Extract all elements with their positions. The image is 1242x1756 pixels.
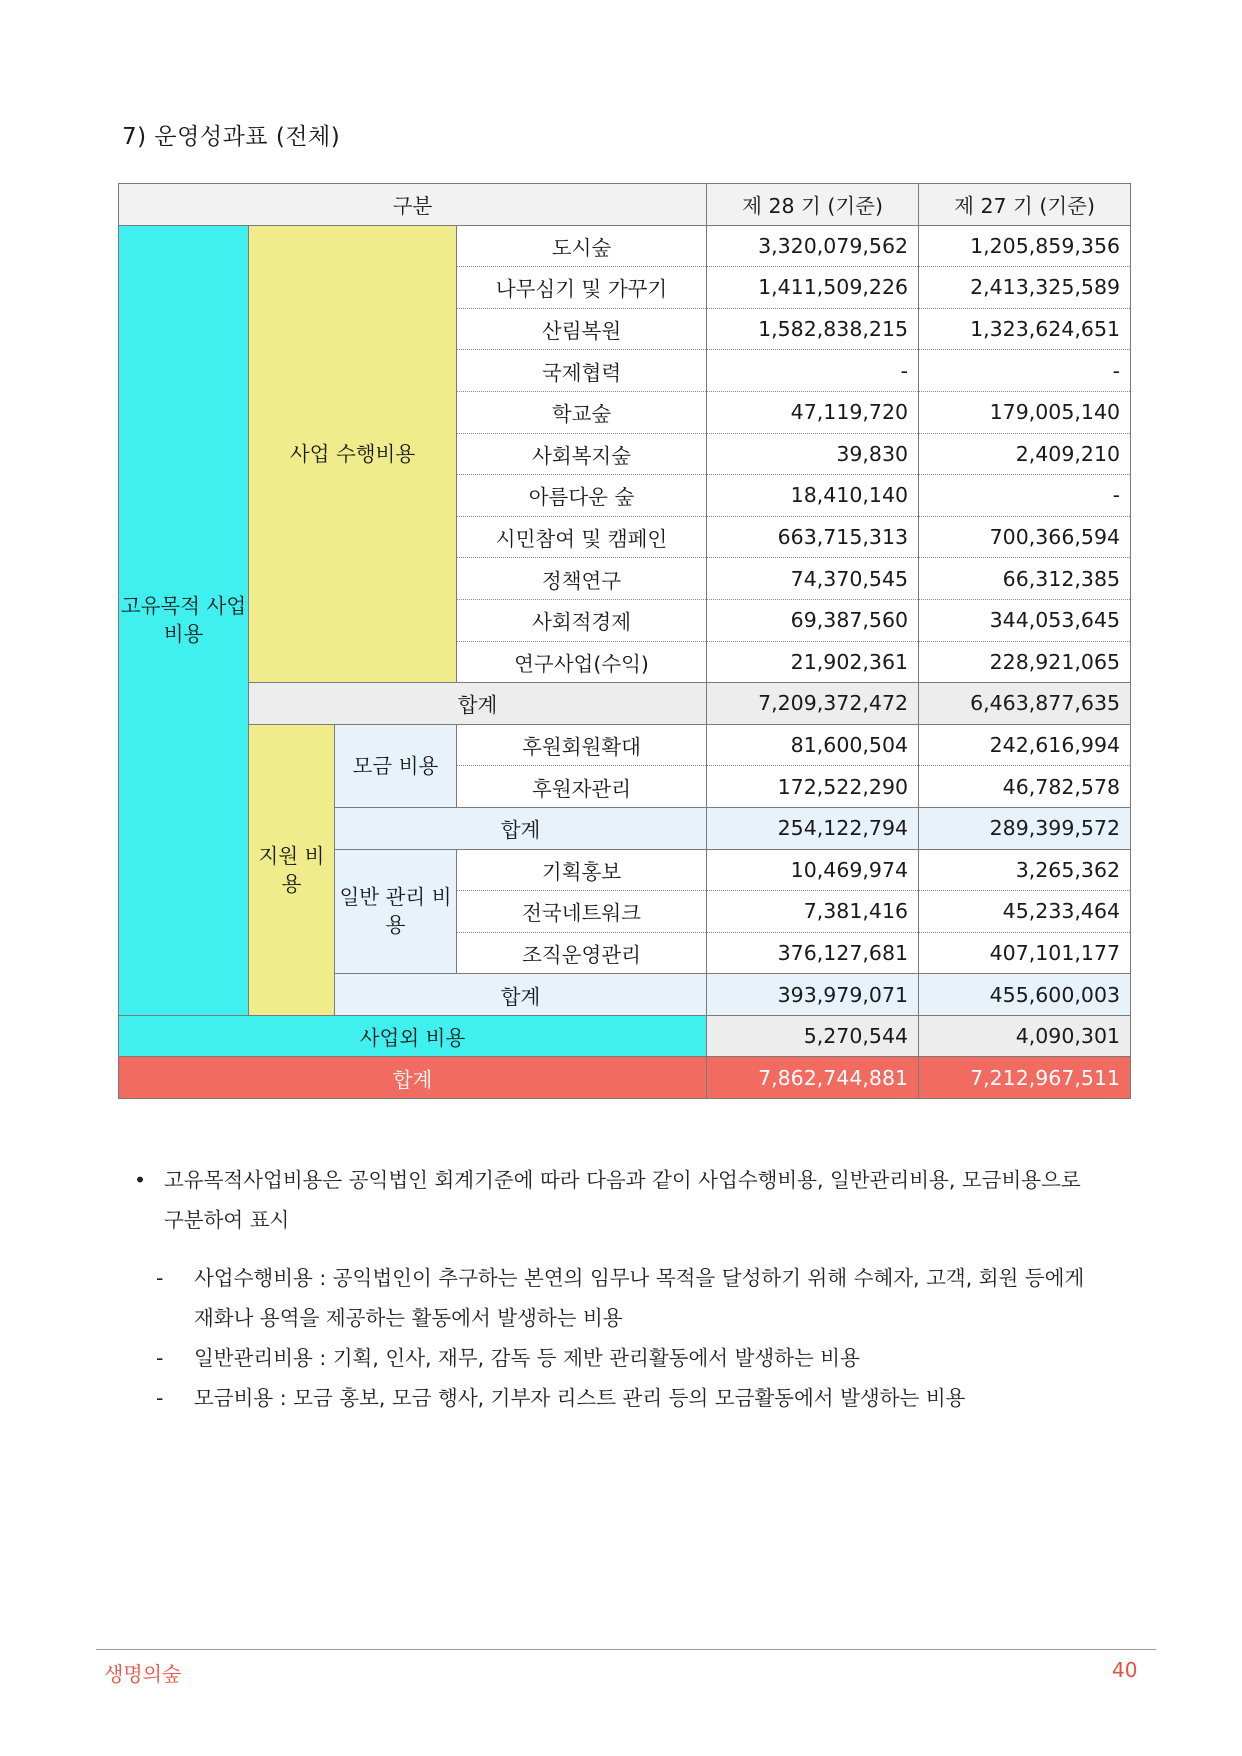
note-item — [134, 1258, 1084, 1338]
row-item-name: 후원회원확대 — [457, 724, 707, 766]
non-business-label: 사업외 비용 — [119, 1015, 707, 1057]
row-item-name: 사회복지숲 — [457, 433, 707, 475]
admin-total-label: 합계 — [335, 974, 707, 1016]
row-value-28: 172,522,290 — [707, 766, 919, 808]
dash-marker: - — [156, 1386, 164, 1410]
row-item-name: 시민참여 및 캠페인 — [457, 516, 707, 558]
note-item-line1: 모금비용 : 모금 홍보, 모금 행사, 기부자 리스트 관리 등의 모금활동에서 발생하는 비용 — [194, 1386, 966, 1410]
business-total-label: 합계 — [249, 683, 707, 725]
row-value-27: 1,323,624,651 — [919, 308, 1131, 350]
row-value-28: 3,320,079,562 — [707, 225, 919, 267]
row-item-name: 학교숲 — [457, 391, 707, 433]
row-value-28: 7,381,416 — [707, 891, 919, 933]
header-category: 구분 — [119, 184, 707, 226]
row-item-name: 나무심기 및 가꾸기 — [457, 267, 707, 309]
row-item-name: 산림복원 — [457, 308, 707, 350]
note-item — [134, 1338, 1084, 1378]
footer-divider — [96, 1649, 1156, 1650]
note-bullet — [134, 1160, 1084, 1240]
admin-total-28: 393,979,071 — [707, 974, 919, 1016]
row-value-27: 45,233,464 — [919, 891, 1131, 933]
row-value-27: 46,782,578 — [919, 766, 1131, 808]
business-total-28: 7,209,372,472 — [707, 683, 919, 725]
dash-marker: - — [156, 1266, 164, 1290]
row-value-28: 69,387,560 — [707, 599, 919, 641]
row-item-name: 전국네트워크 — [457, 891, 707, 933]
footer-org-name: 생명의숲 — [104, 1662, 182, 1686]
group-fundraising-label: 모금 비용 — [335, 724, 457, 807]
grand-total-label: 합계 — [119, 1057, 707, 1099]
bullet-marker: • — [134, 1168, 147, 1192]
row-value-27: 407,101,177 — [919, 932, 1131, 974]
row-value-28: 47,119,720 — [707, 391, 919, 433]
row-value-27: 344,053,645 — [919, 599, 1131, 641]
group-support-label: 지원 비용 — [249, 724, 335, 1015]
note-item-line2: 재화나 용역을 제공하는 활동에서 발생하는 비용 — [194, 1306, 623, 1330]
row-item-name: 도시숲 — [457, 225, 707, 267]
row-value-28: - — [707, 350, 919, 392]
fundraising-total-label: 합계 — [335, 807, 707, 849]
row-value-27: 2,413,325,589 — [919, 267, 1131, 309]
row-value-27: 242,616,994 — [919, 724, 1131, 766]
section-title: 7) 운영성과표 (전체) — [122, 124, 341, 150]
business-total-27: 6,463,877,635 — [919, 683, 1131, 725]
row-item-name: 조직운영관리 — [457, 932, 707, 974]
non-business-row — [119, 1015, 1131, 1057]
row-item-name: 후원자관리 — [457, 766, 707, 808]
table-header-row — [119, 184, 1131, 226]
row-value-28: 10,469,974 — [707, 849, 919, 891]
dash-marker: - — [156, 1346, 164, 1370]
row-item-name: 연구사업(수익) — [457, 641, 707, 683]
row-value-28: 376,127,681 — [707, 932, 919, 974]
row-value-28: 1,411,509,226 — [707, 267, 919, 309]
non-business-28: 5,270,544 — [707, 1015, 919, 1057]
note-bullet-line1: 고유목적사업비용은 공익법인 회계기준에 따라 다음과 같이 사업수행비용, 일반관리비용, 모금비용으로 — [164, 1168, 1081, 1192]
group-admin-label: 일반 관리 비용 — [335, 849, 457, 974]
row-item-name: 기획홍보 — [457, 849, 707, 891]
row-value-27: 66,312,385 — [919, 558, 1131, 600]
row-value-27: 3,265,362 — [919, 849, 1131, 891]
row-item-name: 국제협력 — [457, 350, 707, 392]
row-value-27: 228,921,065 — [919, 641, 1131, 683]
row-value-28: 18,410,140 — [707, 475, 919, 517]
fundraising-total-27: 289,399,572 — [919, 807, 1131, 849]
row-value-28: 1,582,838,215 — [707, 308, 919, 350]
page-number: 40 — [1112, 1658, 1138, 1682]
row-value-27: 700,366,594 — [919, 516, 1131, 558]
row-value-27: 1,205,859,356 — [919, 225, 1131, 267]
row-value-28: 39,830 — [707, 433, 919, 475]
notes-section — [134, 1160, 1084, 1418]
admin-total-27: 455,600,003 — [919, 974, 1131, 1016]
row-value-28: 81,600,504 — [707, 724, 919, 766]
row-value-28: 21,902,361 — [707, 641, 919, 683]
grand-total-row — [119, 1057, 1131, 1099]
note-item-line1: 사업수행비용 : 공익법인이 추구하는 본연의 임무나 목적을 달성하기 위해 수혜자, 고객, 회원 등에게 — [194, 1266, 1085, 1290]
row-value-28: 74,370,545 — [707, 558, 919, 600]
row-value-28: 663,715,313 — [707, 516, 919, 558]
row-item-name: 사회적경제 — [457, 599, 707, 641]
business-total-row — [119, 683, 1131, 725]
fundraising-total-28: 254,122,794 — [707, 807, 919, 849]
operating-results-table — [118, 183, 1131, 1099]
group-main-label: 고유목적 사업비용 — [119, 225, 249, 1015]
grand-total-27: 7,212,967,511 — [919, 1057, 1131, 1099]
non-business-27: 4,090,301 — [919, 1015, 1131, 1057]
note-item — [134, 1378, 1084, 1418]
header-col-28: 제 28 기 (기준) — [707, 184, 919, 226]
group-business-label: 사업 수행비용 — [249, 225, 457, 683]
row-item-name: 아름다운 숲 — [457, 475, 707, 517]
row-value-27: - — [919, 350, 1131, 392]
grand-total-28: 7,862,744,881 — [707, 1057, 919, 1099]
note-bullet-line2: 구분하여 표시 — [164, 1208, 290, 1232]
header-col-27: 제 27 기 (기준) — [919, 184, 1131, 226]
row-value-27: - — [919, 475, 1131, 517]
row-value-27: 179,005,140 — [919, 391, 1131, 433]
row-value-27: 2,409,210 — [919, 433, 1131, 475]
row-item-name: 정책연구 — [457, 558, 707, 600]
note-item-line1: 일반관리비용 : 기획, 인사, 재무, 감독 등 제반 관리활동에서 발생하는 비용 — [194, 1346, 860, 1370]
